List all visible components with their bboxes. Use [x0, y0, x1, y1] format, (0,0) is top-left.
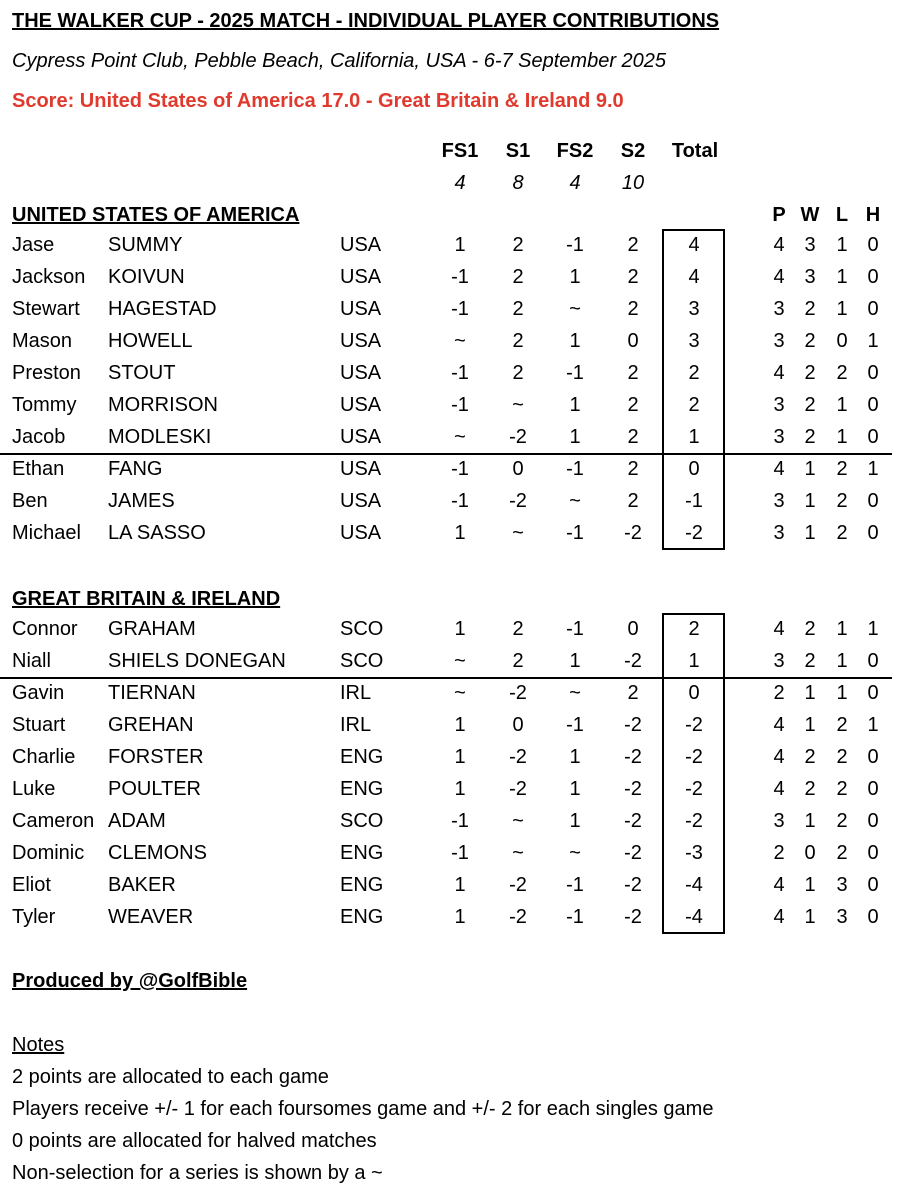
first-name: Jacob	[12, 426, 66, 448]
last-name: JAMES	[108, 490, 175, 512]
fs1-points: ~	[454, 330, 466, 352]
s2-points: -2	[624, 522, 642, 544]
s2-points: -2	[624, 874, 642, 896]
s2-points: 2	[627, 362, 639, 384]
played: 4	[773, 746, 785, 768]
won: 1	[804, 906, 816, 928]
last-name: WEAVER	[108, 906, 194, 928]
first-name: Gavin	[12, 682, 65, 704]
first-name: Dominic	[12, 842, 85, 864]
country: USA	[340, 458, 382, 480]
last-name: MORRISON	[108, 394, 218, 416]
header-s1: S1	[505, 140, 531, 162]
first-name: Michael	[12, 522, 81, 544]
country: USA	[340, 394, 382, 416]
s2-points: -2	[624, 778, 642, 800]
games-s2: 10	[621, 172, 645, 194]
page-title: THE WALKER CUP - 2025 MATCH - INDIVIDUAL PLAYER CONTRIBUTIONS	[12, 10, 720, 32]
games-fs2: 4	[569, 172, 581, 194]
produced-by: Produced by @GolfBible	[12, 970, 248, 992]
total-points: 4	[688, 234, 700, 256]
played: 4	[773, 234, 785, 256]
fs1-points: -1	[451, 490, 469, 512]
s1-points: -2	[509, 906, 527, 928]
halved: 0	[867, 234, 879, 256]
last-name: CLEMONS	[108, 842, 207, 864]
s1-points: -2	[509, 426, 527, 448]
fs2-points: ~	[569, 682, 581, 704]
played: 4	[773, 362, 785, 384]
first-name: Mason	[12, 330, 73, 352]
played: 4	[773, 618, 785, 640]
country: USA	[340, 426, 382, 448]
lost: 2	[836, 778, 848, 800]
won: 3	[804, 234, 816, 256]
header-fs2: FS2	[556, 140, 594, 162]
s1-points: -2	[509, 874, 527, 896]
fs1-points: ~	[454, 682, 466, 704]
fs1-points: 1	[454, 522, 466, 544]
halved: 0	[867, 778, 879, 800]
last-name: LA SASSO	[108, 522, 206, 544]
halved: 0	[867, 394, 879, 416]
table-row	[0, 358, 904, 390]
won: 2	[804, 650, 816, 672]
lost: 2	[836, 810, 848, 832]
note-4: Non-selection for a series is shown by a ~	[12, 1162, 383, 1184]
lost: 1	[836, 618, 848, 640]
won: 2	[804, 298, 816, 320]
s2-points: 0	[627, 330, 639, 352]
games-s1: 8	[512, 172, 524, 194]
last-name: TIERNAN	[108, 682, 196, 704]
total-points: 0	[688, 458, 700, 480]
last-name: GREHAN	[108, 714, 194, 736]
played: 4	[773, 266, 785, 288]
fs2-points: -1	[566, 618, 584, 640]
won: 2	[804, 394, 816, 416]
fs2-points: 1	[569, 810, 581, 832]
won: 3	[804, 266, 816, 288]
lost: 3	[836, 874, 848, 896]
s2-points: 2	[627, 394, 639, 416]
s2-points: 2	[627, 458, 639, 480]
lost: 0	[836, 330, 848, 352]
won: 2	[804, 330, 816, 352]
fs1-points: -1	[451, 458, 469, 480]
total-points: 1	[688, 650, 700, 672]
total-points: -1	[685, 490, 703, 512]
played: 3	[773, 650, 785, 672]
country: SCO	[340, 618, 384, 640]
played: 3	[773, 810, 785, 832]
last-name: SUMMY	[108, 234, 183, 256]
table-row	[0, 486, 904, 518]
table-row	[0, 422, 904, 454]
halved: 1	[867, 618, 879, 640]
s2-points: 0	[627, 618, 639, 640]
fs2-points: -1	[566, 522, 584, 544]
fs2-points: -1	[566, 874, 584, 896]
table-row	[0, 742, 904, 774]
halved: 0	[867, 426, 879, 448]
total-points: -4	[685, 874, 703, 896]
s1-points: -2	[509, 778, 527, 800]
halved: 0	[867, 682, 879, 704]
lost: 2	[836, 490, 848, 512]
header-total: Total	[671, 140, 719, 162]
s1-points: -2	[509, 746, 527, 768]
fs2-points: 1	[569, 330, 581, 352]
fs1-points: 1	[454, 778, 466, 800]
total-points: -2	[685, 522, 703, 544]
table-row	[0, 646, 904, 678]
won: 1	[804, 714, 816, 736]
table-row	[0, 230, 904, 262]
lost: 1	[836, 426, 848, 448]
played: 4	[773, 458, 785, 480]
country: SCO	[340, 810, 384, 832]
first-name: Charlie	[12, 746, 76, 768]
header-s2: S2	[620, 140, 646, 162]
s2-points: 2	[627, 490, 639, 512]
country: USA	[340, 330, 382, 352]
s1-points: ~	[512, 810, 524, 832]
lost: 1	[836, 682, 848, 704]
header-w: W	[800, 204, 820, 226]
first-name: Cameron	[12, 810, 95, 832]
first-name: Tommy	[12, 394, 77, 416]
country: USA	[340, 298, 382, 320]
first-name: Stewart	[12, 298, 80, 320]
first-name: Ben	[12, 490, 48, 512]
fs2-points: 1	[569, 426, 581, 448]
country: USA	[340, 522, 382, 544]
last-name: GRAHAM	[108, 618, 196, 640]
header-p: P	[772, 204, 786, 226]
played: 3	[773, 330, 785, 352]
country: USA	[340, 266, 382, 288]
played: 2	[773, 842, 785, 864]
total-points: -2	[685, 810, 703, 832]
table-row	[0, 838, 904, 870]
fs1-points: -1	[451, 394, 469, 416]
last-name: MODLESKI	[108, 426, 212, 448]
halved: 0	[867, 874, 879, 896]
halved: 0	[867, 842, 879, 864]
won: 1	[804, 874, 816, 896]
won: 2	[804, 426, 816, 448]
note-2: Players receive +/- 1 for each foursomes game and +/- 2 for each singles game	[12, 1098, 714, 1120]
lost: 1	[836, 266, 848, 288]
first-name: Stuart	[12, 714, 66, 736]
table-row	[0, 902, 904, 934]
won: 1	[804, 810, 816, 832]
lost: 2	[836, 522, 848, 544]
played: 3	[773, 394, 785, 416]
note-3: 0 points are allocated for halved matches	[12, 1130, 377, 1152]
country: IRL	[340, 714, 372, 736]
halved: 0	[867, 746, 879, 768]
fs2-points: -1	[566, 362, 584, 384]
fs1-points: 1	[454, 746, 466, 768]
table-row	[0, 806, 904, 838]
halved: 1	[867, 330, 879, 352]
s1-points: 2	[512, 650, 524, 672]
country: ENG	[340, 746, 384, 768]
s1-points: ~	[512, 394, 524, 416]
first-name: Tyler	[12, 906, 56, 928]
fs2-points: ~	[569, 298, 581, 320]
notes-title: Notes	[12, 1034, 65, 1056]
lost: 2	[836, 362, 848, 384]
halved: 0	[867, 362, 879, 384]
total-points: -3	[685, 842, 703, 864]
table-row	[0, 518, 904, 550]
last-name: BAKER	[108, 874, 176, 896]
halved: 0	[867, 650, 879, 672]
last-name: SHIELS DONEGAN	[108, 650, 286, 672]
played: 3	[773, 298, 785, 320]
header-fs1: FS1	[441, 140, 479, 162]
table-row	[0, 870, 904, 902]
last-name: KOIVUN	[108, 266, 185, 288]
lost: 2	[836, 458, 848, 480]
s1-points: -2	[509, 490, 527, 512]
total-points: 3	[688, 330, 700, 352]
lost: 1	[836, 650, 848, 672]
total-points: -2	[685, 714, 703, 736]
table-row	[0, 454, 904, 486]
lost: 2	[836, 714, 848, 736]
s1-points: -2	[509, 682, 527, 704]
total-points: 0	[688, 682, 700, 704]
s1-points: 2	[512, 330, 524, 352]
country: ENG	[340, 842, 384, 864]
fs1-points: 1	[454, 234, 466, 256]
fs2-points: ~	[569, 490, 581, 512]
last-name: HOWELL	[108, 330, 193, 352]
last-name: FANG	[108, 458, 163, 480]
note-1: 2 points are allocated to each game	[12, 1066, 329, 1088]
table-row	[0, 678, 904, 710]
table-row	[0, 326, 904, 358]
country: IRL	[340, 682, 372, 704]
s1-points: 0	[512, 458, 524, 480]
halved: 1	[867, 714, 879, 736]
played: 4	[773, 714, 785, 736]
last-name: POULTER	[108, 778, 201, 800]
won: 0	[804, 842, 816, 864]
s1-points: 2	[512, 266, 524, 288]
won: 1	[804, 490, 816, 512]
played: 3	[773, 490, 785, 512]
won: 1	[804, 458, 816, 480]
first-name: Niall	[12, 650, 51, 672]
halved: 0	[867, 522, 879, 544]
played: 3	[773, 522, 785, 544]
lost: 2	[836, 746, 848, 768]
match-score: Score: United States of America 17.0 - Great Britain & Ireland 9.0	[12, 90, 624, 112]
halved: 0	[867, 266, 879, 288]
country: ENG	[340, 778, 384, 800]
table-row	[0, 262, 904, 294]
selection-divider-usa	[0, 453, 892, 455]
played: 4	[773, 906, 785, 928]
fs1-points: 1	[454, 618, 466, 640]
team-title-gbi: GREAT BRITAIN & IRELAND	[12, 588, 281, 610]
played: 3	[773, 426, 785, 448]
halved: 0	[867, 810, 879, 832]
s2-points: 2	[627, 298, 639, 320]
lost: 1	[836, 394, 848, 416]
fs1-points: 1	[454, 874, 466, 896]
last-name: HAGESTAD	[108, 298, 217, 320]
last-name: STOUT	[108, 362, 176, 384]
s1-points: 0	[512, 714, 524, 736]
first-name: Luke	[12, 778, 56, 800]
total-points: 4	[688, 266, 700, 288]
lost: 1	[836, 298, 848, 320]
s2-points: 2	[627, 234, 639, 256]
fs1-points: -1	[451, 362, 469, 384]
total-points: -2	[685, 778, 703, 800]
fs2-points: 1	[569, 394, 581, 416]
played: 2	[773, 682, 785, 704]
total-column-box-usa	[662, 229, 725, 550]
s1-points: ~	[512, 522, 524, 544]
table-row	[0, 294, 904, 326]
team-title-usa: UNITED STATES OF AMERICA	[12, 204, 300, 226]
halved: 0	[867, 490, 879, 512]
s1-points: 2	[512, 234, 524, 256]
country: USA	[340, 362, 382, 384]
total-points: 2	[688, 362, 700, 384]
s1-points: ~	[512, 842, 524, 864]
page-subtitle: Cypress Point Club, Pebble Beach, California, USA - 6-7 September 2025	[12, 50, 667, 72]
header-l: L	[835, 204, 849, 226]
played: 4	[773, 778, 785, 800]
games-fs1: 4	[454, 172, 466, 194]
total-points: -4	[685, 906, 703, 928]
table-row	[0, 390, 904, 422]
s1-points: 2	[512, 298, 524, 320]
s2-points: -2	[624, 746, 642, 768]
total-column-box-gbi	[662, 613, 725, 934]
s2-points: 2	[627, 266, 639, 288]
total-points: 2	[688, 618, 700, 640]
total-points: 3	[688, 298, 700, 320]
country: USA	[340, 234, 382, 256]
fs2-points: ~	[569, 842, 581, 864]
table-row	[0, 710, 904, 742]
country: ENG	[340, 906, 384, 928]
s2-points: -2	[624, 842, 642, 864]
fs2-points: -1	[566, 234, 584, 256]
lost: 3	[836, 906, 848, 928]
fs1-points: -1	[451, 810, 469, 832]
lost: 2	[836, 842, 848, 864]
won: 2	[804, 746, 816, 768]
last-name: FORSTER	[108, 746, 204, 768]
first-name: Jase	[12, 234, 55, 256]
s2-points: -2	[624, 810, 642, 832]
fs1-points: 1	[454, 906, 466, 928]
s2-points: -2	[624, 650, 642, 672]
selection-divider-gbi	[0, 677, 892, 679]
halved: 0	[867, 298, 879, 320]
s2-points: -2	[624, 906, 642, 928]
fs2-points: 1	[569, 778, 581, 800]
first-name: Eliot	[12, 874, 51, 896]
halved: 0	[867, 906, 879, 928]
table-row	[0, 614, 904, 646]
s2-points: 2	[627, 682, 639, 704]
fs2-points: 1	[569, 746, 581, 768]
fs2-points: 1	[569, 266, 581, 288]
first-name: Connor	[12, 618, 78, 640]
lost: 1	[836, 234, 848, 256]
s2-points: -2	[624, 714, 642, 736]
total-points: -2	[685, 746, 703, 768]
table-row	[0, 774, 904, 806]
fs2-points: -1	[566, 714, 584, 736]
country: SCO	[340, 650, 384, 672]
s1-points: 2	[512, 362, 524, 384]
fs2-points: -1	[566, 458, 584, 480]
won: 1	[804, 682, 816, 704]
fs1-points: 1	[454, 714, 466, 736]
fs1-points: -1	[451, 266, 469, 288]
first-name: Ethan	[12, 458, 65, 480]
won: 2	[804, 778, 816, 800]
total-points: 2	[688, 394, 700, 416]
first-name: Preston	[12, 362, 81, 384]
fs1-points: ~	[454, 426, 466, 448]
halved: 1	[867, 458, 879, 480]
s2-points: 2	[627, 426, 639, 448]
last-name: ADAM	[108, 810, 166, 832]
won: 2	[804, 618, 816, 640]
fs2-points: 1	[569, 650, 581, 672]
fs1-points: -1	[451, 298, 469, 320]
s1-points: 2	[512, 618, 524, 640]
country: USA	[340, 490, 382, 512]
total-points: 1	[688, 426, 700, 448]
won: 2	[804, 362, 816, 384]
played: 4	[773, 874, 785, 896]
country: ENG	[340, 874, 384, 896]
fs2-points: -1	[566, 906, 584, 928]
header-h: H	[865, 204, 881, 226]
first-name: Jackson	[12, 266, 86, 288]
won: 1	[804, 522, 816, 544]
fs1-points: -1	[451, 842, 469, 864]
fs1-points: ~	[454, 650, 466, 672]
